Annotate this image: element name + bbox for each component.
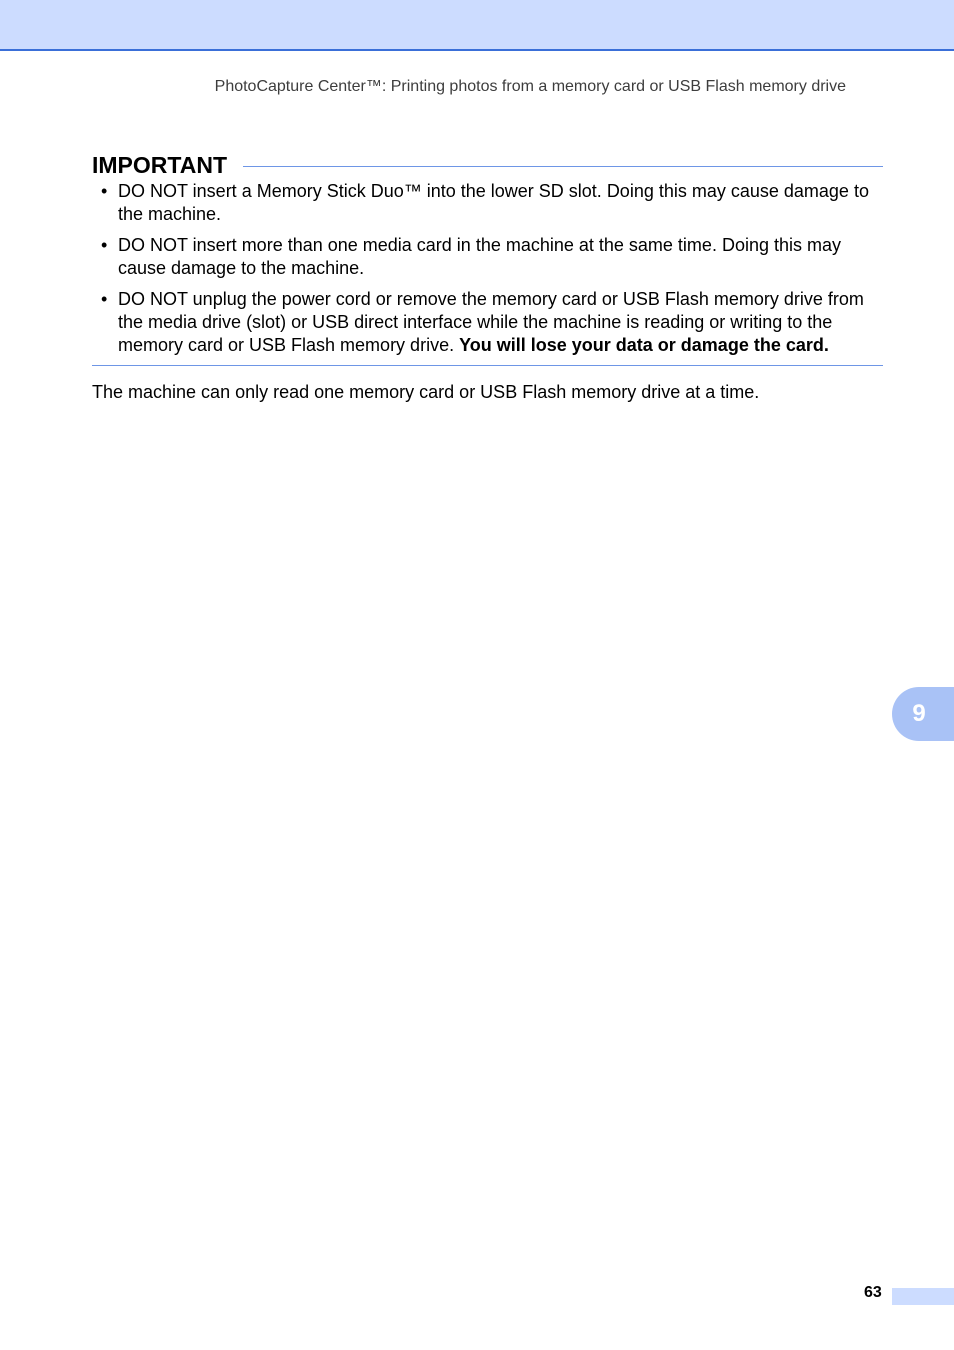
bullet-mark: • — [101, 181, 108, 201]
top-header-band — [0, 0, 954, 51]
important-bottom-rule — [92, 365, 883, 366]
page-number-tab — [892, 1288, 954, 1305]
chapter-tab — [892, 687, 954, 741]
important-item-text: DO NOT insert more than one media card in the machine at the same time. Doing this may cause damage to the machine. — [118, 235, 841, 278]
important-item-text: DO NOT unplug the power cord or remove the memory card or USB Flash memory drive from the media drive (slot) or USB direct interface while the machine is reading or writing to the memory card or USB Flash memory drive. — [118, 289, 864, 355]
body-paragraph: The machine can only read one memory card or USB Flash memory drive at a time. — [92, 382, 760, 402]
important-item — [92, 288, 883, 357]
important-title: IMPORTANT — [92, 151, 228, 178]
important-item — [92, 180, 883, 226]
running-header: PhotoCapture Center™: Printing photos from a memory card or USB Flash memory drive — [214, 78, 846, 95]
important-top-rule — [243, 166, 883, 167]
important-box — [92, 150, 883, 366]
important-item-text: DO NOT insert a Memory Stick Duo™ into the lower SD slot. Doing this may cause damage to the machine. — [118, 181, 869, 224]
chapter-number: 9 — [912, 700, 926, 727]
bullet-mark: • — [101, 289, 108, 309]
important-item — [92, 234, 883, 280]
bullet-mark: • — [101, 235, 108, 255]
important-warning-bold: You will lose your data or damage the card. — [459, 335, 829, 355]
page-number: 63 — [864, 1284, 882, 1301]
important-heading — [92, 150, 883, 180]
important-list — [92, 180, 883, 357]
